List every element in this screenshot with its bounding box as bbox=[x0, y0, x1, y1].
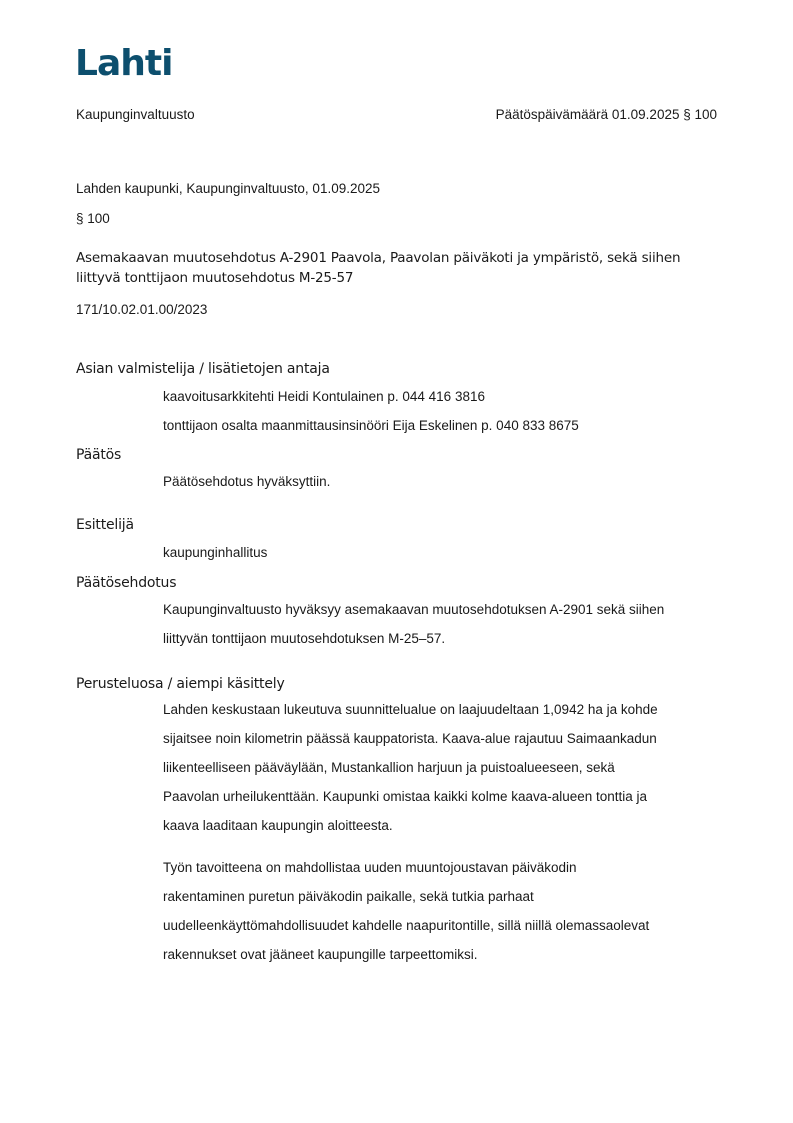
background-line: liikenteelliseen pääväylään, Mustankallion harjuun ja puistoalueeseen, sekä bbox=[163, 760, 615, 775]
presenter-heading: Esittelijä bbox=[76, 517, 134, 533]
decision-heading: Päätös bbox=[76, 447, 122, 463]
background-line: kaava laaditaan kaupungin aloitteesta. bbox=[163, 818, 393, 833]
background-line: Paavolan urheilukenttään. Kaupunki omistaa kaikki kolme kaava-alueen tonttia ja bbox=[163, 789, 648, 804]
proposal-body bbox=[163, 595, 723, 653]
diary-number: 171/10.02.01.00/2023 bbox=[76, 302, 208, 317]
decision-text bbox=[163, 467, 723, 496]
section-number: § 100 bbox=[76, 211, 110, 226]
background-line: Työn tavoitteena on mahdollistaa uuden muuntojoustavan päiväkodin bbox=[163, 860, 577, 875]
proposal-line: liittyvän tonttijaon muutosehdotuksen M-25–57. bbox=[163, 631, 446, 646]
decision-date: Päätöspäivämäärä 01.09.2025 § 100 bbox=[495, 107, 717, 122]
decision-line: Päätösehdotus hyväksyttiin. bbox=[163, 474, 331, 489]
preparer-line: kaavoitusarkkitehti Heidi Kontulainen p. 044 416 3816 bbox=[163, 389, 485, 404]
background-line: rakennukset ovat jääneet kaupungille tarpeettomiksi. bbox=[163, 947, 478, 962]
organ-name: Kaupunginvaltuusto bbox=[76, 107, 195, 122]
presenter-line: kaupunginhallitus bbox=[163, 545, 268, 560]
background-heading: Perusteluosa / aiempi käsittely bbox=[76, 676, 285, 692]
background-line: Lahden keskustaan lukeutuva suunnittelualue on laajuudeltaan 1,0942 ha ja kohde bbox=[163, 702, 658, 717]
presenter-text bbox=[163, 538, 723, 567]
preparer-heading: Asian valmistelija / lisätietojen antaja bbox=[76, 361, 330, 377]
preparer-body bbox=[163, 382, 723, 440]
background-line: sijaitsee noin kilometrin päässä kauppatorista. Kaava-alue rajautuu Saimaankadun bbox=[163, 731, 657, 746]
background-body bbox=[163, 695, 723, 969]
preparer-line: tonttijaon osalta maanmittausinsinööri Eija Eskelinen p. 040 833 8675 bbox=[163, 418, 579, 433]
proposal-line: Kaupunginvaltuusto hyväksyy asemakaavan muutosehdotuksen A-2901 sekä siihen bbox=[163, 602, 665, 617]
document-title: Asemakaavan muutosehdotus A-2901 Paavola, Paavolan päiväkoti ja ympäristö, sekä siihen liittyvä tonttijaon muutosehdotus M-25-57 bbox=[76, 250, 681, 286]
background-line: uudelleenkäyttömahdollisuudet kahdelle naapuritontille, sillä niillä olemassaolevat bbox=[163, 918, 650, 933]
origin-line: Lahden kaupunki, Kaupunginvaltuusto, 01.09.2025 bbox=[76, 181, 381, 196]
proposal-heading: Päätösehdotus bbox=[76, 575, 177, 591]
background-line: rakentaminen puretun päiväkodin paikalle, sekä tutkia parhaat bbox=[163, 889, 534, 904]
lahti-logo: Lahti bbox=[75, 43, 173, 84]
